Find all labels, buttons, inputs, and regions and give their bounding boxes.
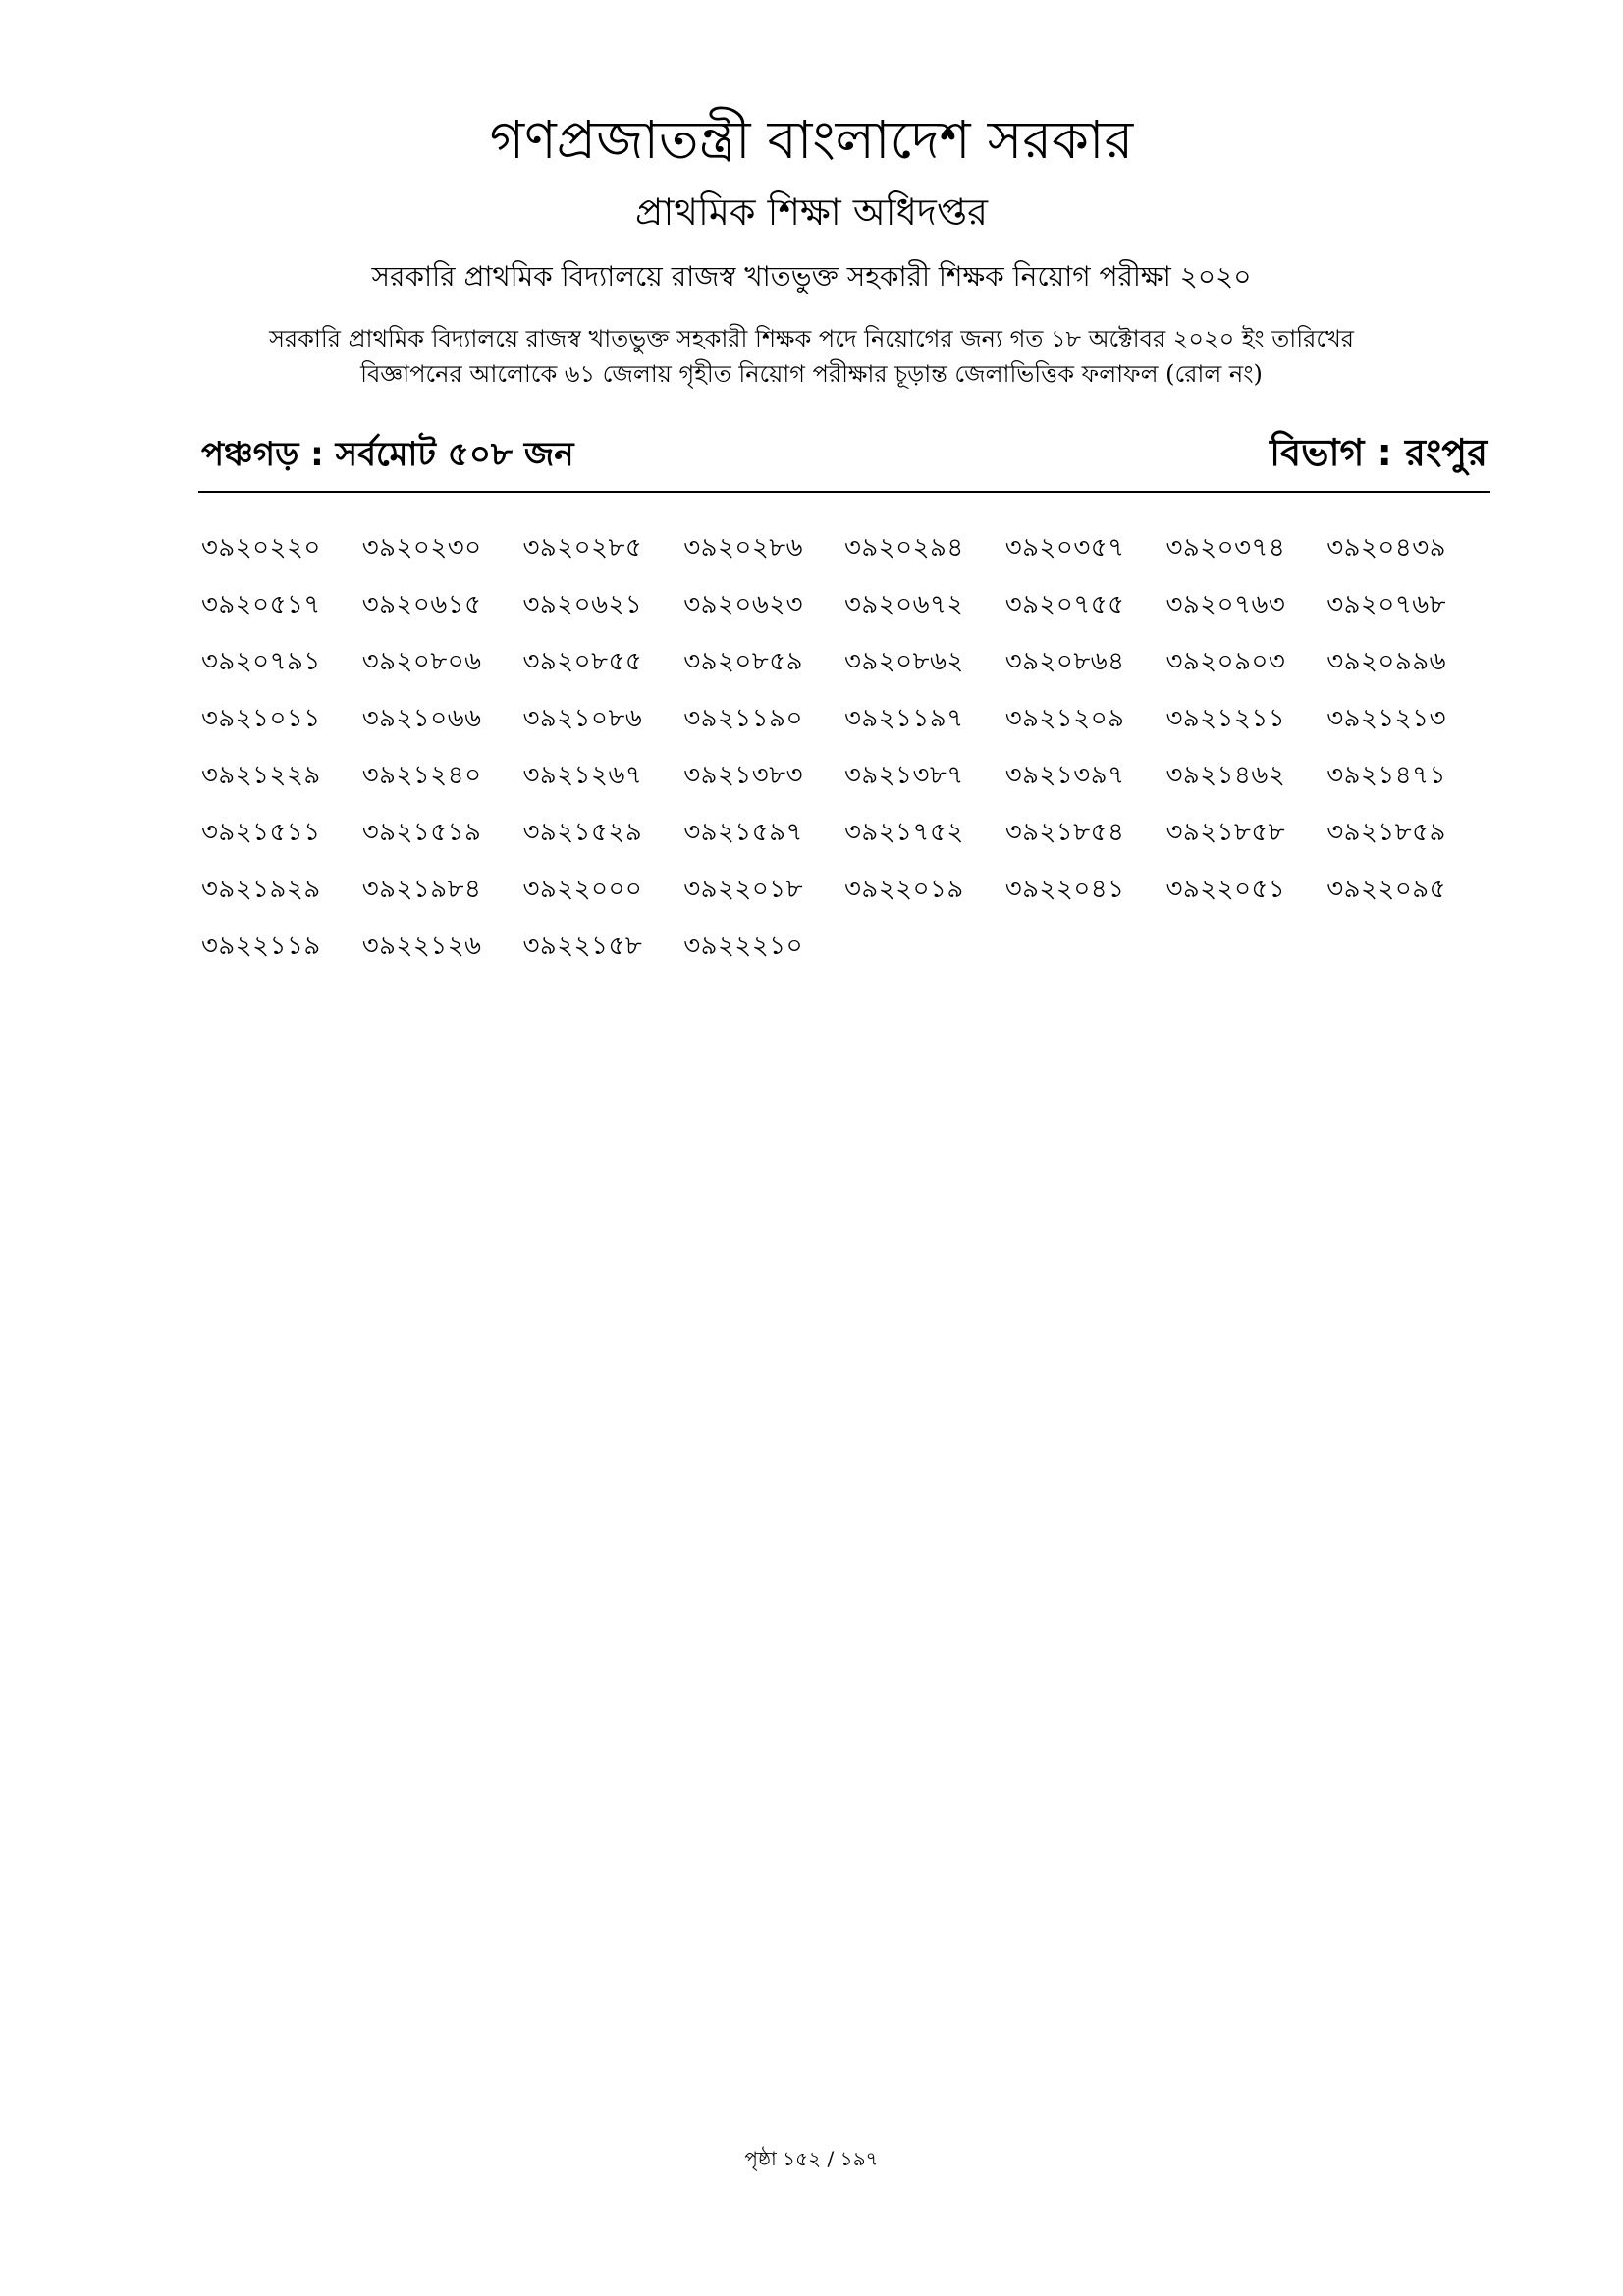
roll-number: ৩৯২০৭৯১ [201, 647, 321, 676]
roll-number: ৩৯২০৩৫৭ [1004, 533, 1125, 562]
exam-title: সরকারি প্রাথমিক বিদ্যালয়ে রাজস্ব খাতভুক্ত সহকারী শিক্ষক নিয়োগ পরীক্ষা ২০২০ [371, 260, 1252, 293]
roll-number: ৩৯২০৭৬৩ [1165, 590, 1286, 619]
roll-number: ৩৯২১৪৭১ [1326, 761, 1446, 790]
government-title: গণপ্রজাতন্ত্রী বাংলাদেশ সরকার [489, 109, 1134, 171]
roll-number: ৩৯২১২১১ [1165, 704, 1286, 733]
roll-number: ৩৯২০৮৫৯ [683, 647, 803, 676]
roll-number: ৩৯২০২৯৪ [844, 533, 964, 562]
roll-number: ৩৯২১৯২৯ [201, 875, 321, 904]
roll-number: ৩৯২০৬২৩ [683, 590, 804, 619]
roll-number: ৩৯২০২৮৫ [522, 533, 643, 562]
roll-number: ৩৯২১১৯৭ [844, 704, 964, 733]
directorate-title: প্রাথমিক শিক্ষা অধিদপ্তর [634, 190, 989, 234]
roll-number: ৩৯২১০১১ [201, 704, 321, 733]
roll-number: ৩৯২২০৫১ [1165, 875, 1286, 904]
roll-number: ৩৯২১১৯০ [683, 704, 803, 733]
roll-number: ৩৯২০৯০৩ [1165, 647, 1286, 676]
roll-number: ৩৯২১৯৮৪ [361, 875, 482, 904]
roll-number: ৩৯২২২১০ [683, 932, 804, 961]
roll-number: ৩৯২১৭৫২ [844, 818, 964, 847]
roll-number: ৩৯২১৫১৯ [361, 818, 482, 847]
roll-number: ৩৯২০৮৬৪ [1004, 647, 1125, 676]
roll-number-grid [201, 530, 1488, 964]
roll-number: ৩৯২১০৬৬ [361, 704, 482, 733]
roll-number: ৩৯২১৮৫৯ [1326, 818, 1446, 847]
roll-number: ৩৯২০৬২১ [522, 590, 643, 619]
roll-number: ৩৯২১২৬৭ [522, 761, 643, 790]
roll-number: ৩৯২২০১৯ [844, 875, 964, 904]
roll-number: ৩৯২০২৩০ [361, 533, 482, 562]
roll-number: ৩৯২১৩৮৩ [683, 761, 803, 790]
roll-number: ৩৯২১২১৩ [1326, 704, 1446, 733]
roll-number: ৩৯২২১৫৮ [522, 932, 643, 961]
roll-number: ৩৯২০৮৫৫ [522, 647, 643, 676]
roll-number: ৩৯২২০১৮ [683, 875, 803, 904]
roll-number: ৩৯২০৬৭২ [844, 590, 964, 619]
roll-number: ৩৯২২১২৬ [361, 932, 482, 961]
roll-number: ৩৯২১৫২৯ [522, 818, 643, 847]
roll-number: ৩৯২১২০৯ [1004, 704, 1125, 733]
roll-number: ৩৯২১৪৬২ [1165, 761, 1286, 790]
roll-number: ৩৯২০৩৭৪ [1165, 533, 1286, 562]
roll-number: ৩৯২১২২৯ [201, 761, 321, 790]
page-number: পৃষ্ঠা ১৫২ / ১৯৭ [744, 2147, 879, 2170]
roll-number: ৩৯২১৩৮৭ [844, 761, 964, 790]
header-divider [198, 491, 1490, 493]
roll-number: ৩৯২১৮৫৪ [1004, 818, 1125, 847]
roll-number: ৩৯২২০৪১ [1004, 875, 1125, 904]
description-line-2: বিজ্ঞাপনের আলোকে ৬১ জেলায় গৃহীত নিয়োগ পরীক্ষার চূড়ান্ত জেলাভিত্তিক ফলাফল (রোল নং) [360, 360, 1263, 388]
section-header [201, 424, 1488, 473]
roll-number: ৩৯২০২২০ [201, 533, 321, 562]
roll-number: ৩৯২০৮০৬ [361, 647, 482, 676]
roll-number: ৩৯২২০৯৫ [1326, 875, 1446, 904]
roll-number: ৩৯২০৮৬২ [844, 647, 964, 676]
description-line-1: সরকারি প্রাথমিক বিদ্যালয়ে রাজস্ব খাতভুক্ত সহকারী শিক্ষক পদে নিয়োগের জন্য গত ১৮ অক্টোবর ২০২০ ইং তারিখের [269, 325, 1354, 352]
roll-number: ৩৯২১৫৯৭ [683, 818, 803, 847]
roll-number: ৩৯২০৭৫৫ [1004, 590, 1125, 619]
roll-number: ৩৯২১৫১১ [201, 818, 321, 847]
division-label: বিভাগ : রংপুর [1270, 431, 1488, 474]
roll-number: ৩৯২১৩৯৭ [1004, 761, 1125, 790]
roll-number: ৩৯২১০৮৬ [522, 704, 643, 733]
roll-number: ৩৯২০৬১৫ [361, 590, 482, 619]
roll-number: ৩৯২০২৮৬ [683, 533, 804, 562]
roll-number: ৩৯২১২৪০ [361, 761, 482, 790]
roll-number: ৩৯২১৮৫৮ [1165, 818, 1286, 847]
roll-number: ৩৯২২১১৯ [201, 932, 321, 961]
roll-number: ৩৯২০৯৯৬ [1326, 647, 1446, 676]
roll-number: ৩৯২০৫১৭ [201, 590, 321, 619]
district-total: পঞ্চগড় : সর্বমোট ৫০৮ জন [201, 435, 574, 474]
roll-number: ৩৯২২০০০ [522, 875, 643, 904]
roll-number: ৩৯২০৪৩৯ [1326, 533, 1446, 562]
roll-number: ৩৯২০৭৬৮ [1326, 590, 1447, 619]
